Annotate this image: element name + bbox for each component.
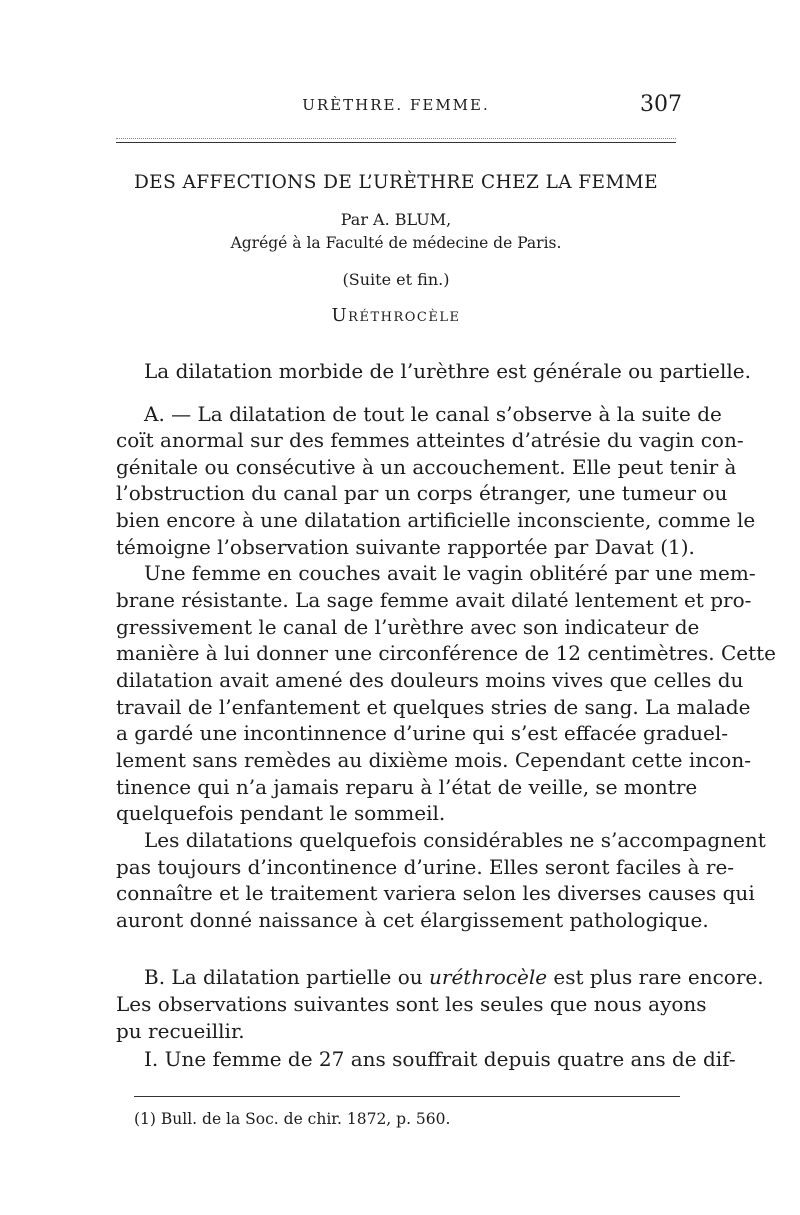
- text-line: pu recueillir.: [116, 1019, 245, 1043]
- text-line: travail de l’enfantement et quelques stries de sang. La malade: [116, 695, 751, 719]
- text-line: génitale ou consécutive à un accouchement. Elle peut tenir à: [116, 455, 737, 479]
- text-line: brane résistante. La sage femme avait dilaté lentement et pro-: [116, 588, 752, 612]
- text-line: témoigne l’observation suivante rapportée par Davat (1).: [116, 535, 695, 559]
- text-line: A. — La dilatation de tout le canal s’observe à la suite de: [144, 402, 722, 426]
- text-line: gressivement le canal de l’urèthre avec son indicateur de: [116, 615, 700, 639]
- continuation-note: (Suite et fin.): [342, 270, 450, 289]
- text-line: La dilatation morbide de l’urèthre est générale ou partielle.: [144, 359, 751, 383]
- text-line: connaître et le traitement variera selon les diverses causes qui: [116, 881, 755, 905]
- running-head: [110, 92, 682, 120]
- text-segment: est plus rare encore.: [547, 965, 764, 989]
- text-segment: B. La dilatation partielle ou: [144, 965, 429, 989]
- text-line: tinence qui n’a jamais reparu à l’état de veille, se montre: [116, 775, 698, 799]
- text-line: Une femme en couches avait le vagin oblitéré par une mem-: [144, 561, 756, 585]
- text-line: bien encore à une dilatation artificielle inconsciente, comme le: [116, 508, 756, 532]
- running-head-title: URÈTHRE. FEMME.: [302, 96, 490, 114]
- author-byline: Par A. BLUM,: [340, 210, 452, 229]
- text-line: auront donné naissance à cet élargissement pathologique.: [116, 908, 709, 932]
- text-line: lement sans remèdes au dixième mois. Cependant cette incon-: [116, 748, 751, 772]
- text-line: quelquefois pendant le sommeil.: [116, 801, 446, 825]
- footnote: (1) Bull. de la Soc. de chir. 1872, p. 560.: [134, 1110, 451, 1128]
- text-line: a gardé une incontinnence d’urine qui s’est effacée graduel-: [116, 721, 729, 745]
- text-line: l’obstruction du canal par un corps étranger, une tumeur ou: [116, 481, 728, 505]
- text-line: coït anormal sur des femmes atteintes d’atrésie du vagin con-: [116, 428, 744, 452]
- text-line: Les observations suivantes sont les seules que nous ayons: [116, 992, 707, 1016]
- text-line: pas toujours d’incontinence d’urine. Elles seront faciles à re-: [116, 855, 735, 879]
- text-line: I. Une femme de 27 ans souffrait depuis quatre ans de dif-: [144, 1047, 736, 1071]
- header-rule: [116, 142, 676, 143]
- text-line: dilatation avait amené des douleurs moins vives que celles du: [116, 668, 744, 692]
- text-line-section-b: [144, 962, 764, 992]
- author-affiliation: Agrégé à la Faculté de médecine de Paris.: [230, 234, 562, 252]
- text-line: manière à lui donner une circonférence de 12 centimètres. Cette: [116, 641, 776, 665]
- italic-term: uréthrocèle: [429, 965, 548, 989]
- text-line: Les dilatations quelquefois considérables ne s’accompagnent: [144, 828, 766, 852]
- header-dotted-rule: [116, 138, 676, 139]
- article-title: DES AFFECTIONS DE L’URÈTHRE CHEZ LA FEMME: [133, 172, 659, 193]
- footnote-rule: [134, 1096, 680, 1097]
- page-number: 307: [640, 92, 682, 117]
- section-heading: Uréthrocèle: [331, 305, 461, 326]
